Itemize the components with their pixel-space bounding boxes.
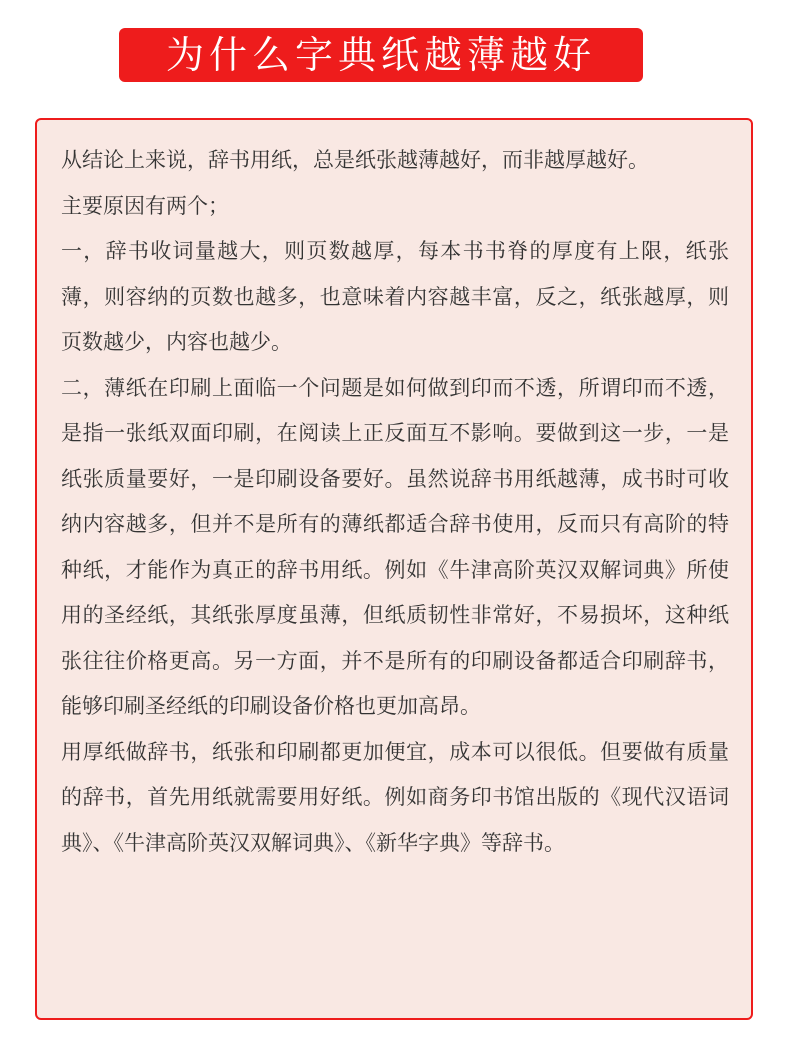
paragraph-reason-one: 一，辞书收词量越大，则页数越厚，每本书书脊的厚度有上限，纸张薄，则容纳的页数也越多，也意味着内容越丰富，反之，纸张越厚，则页数越少，内容也越少。 xyxy=(61,239,729,354)
paragraph-reasons-intro: 主要原因有两个； xyxy=(61,193,229,218)
title-banner xyxy=(119,28,643,82)
paragraph-conclusion: 从结论上来说，辞书用纸，总是纸张越薄越好，而非越厚越好。 xyxy=(61,148,649,172)
paragraph-reason-two: 二，薄纸在印刷上面临一个问题是如何做到印而不透，所谓印而不透，是指一张纸双面印刷，在阅读上正反面互不影响。要做到这一步，一是纸张质量要好，一是印刷设备要好。虽然说辞书用纸越薄，成书时可收纳内容越多，但并不是所有的薄纸都适合辞书使用，反而只有高阶的特种纸，才能作为真正的辞书用纸。例如《牛津高阶英汉双解词典》所使用的圣经纸，其纸张厚度虽薄，但纸质韧性非常好，不易损坏，这种纸张往往价格更高。另一方面，并不是所有的印刷设备都适合印刷辞书，能够印刷圣经纸的印刷设备价格也更加高昂。 xyxy=(61,375,729,718)
content-box xyxy=(35,118,753,1020)
article-body xyxy=(61,138,729,866)
paragraph-thick-paper: 用厚纸做辞书，纸张和印刷都更加便宜，成本可以很低。但要做有质量的辞书，首先用纸就需要用好纸。例如商务印书馆出版的《现代汉语词典》、《牛津高阶英汉双解词典》、《新华字典》等辞书。 xyxy=(61,739,729,855)
page-title: 为什么字典纸越薄越好 xyxy=(165,33,596,77)
